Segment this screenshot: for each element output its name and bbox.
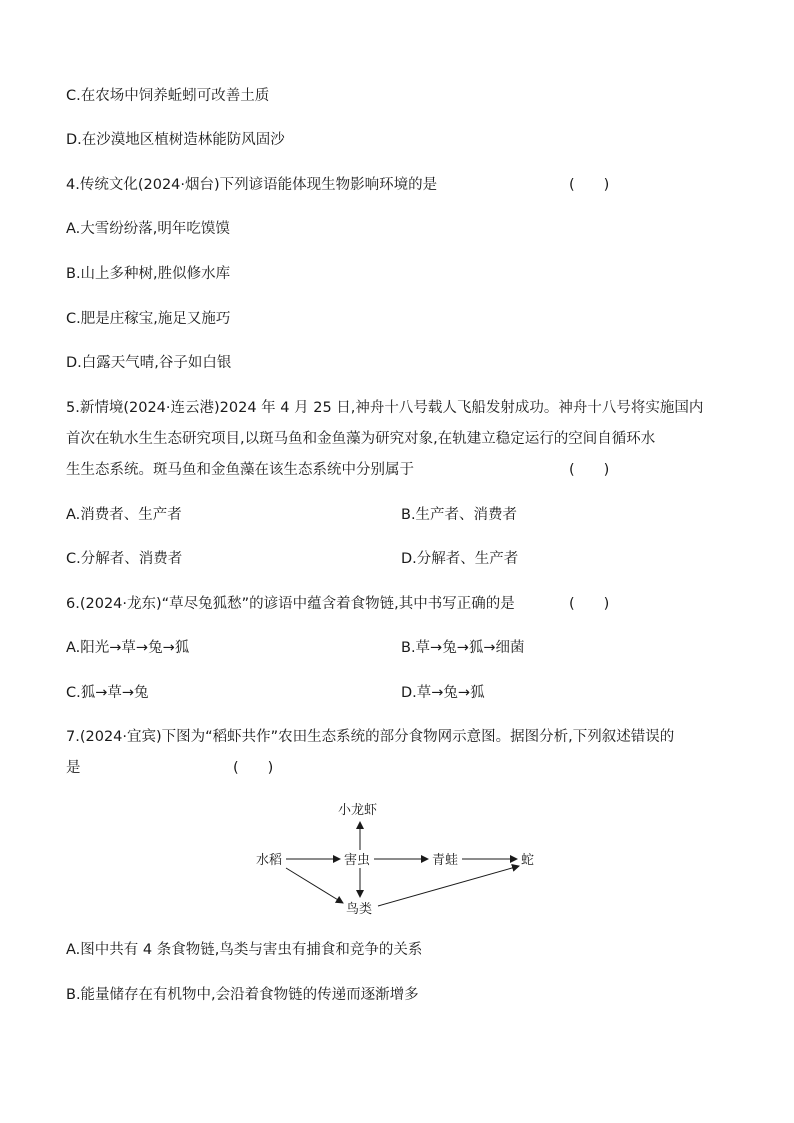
q4-answer-paren: ( ) xyxy=(569,177,610,193)
q7-option-a: A.图中共有 4 条食物链,鸟类与害虫有捕食和竞争的关系 xyxy=(66,942,423,958)
food-web-diagram xyxy=(0,790,794,930)
node-crayfish: 小龙虾 xyxy=(338,803,378,818)
arrow-bird-to-snake xyxy=(378,866,519,906)
q7-stem-line1: 7.(2024·宜宾)下图为“稻虾共作”农田生态系统的部分食物网示意图。据图分析,下列叙述错误的 xyxy=(66,729,675,745)
q7-stem-line2: 是 xyxy=(66,760,81,776)
node-rice: 水稻 xyxy=(256,853,283,868)
q5-option-d: D.分解者、生产者 xyxy=(401,551,519,567)
q6-option-a: A.阳光→草→兔→狐 xyxy=(66,640,190,656)
q4-stem: 4.传统文化(2024·烟台)下列谚语能体现生物影响环境的是 xyxy=(66,177,438,193)
arrow-rice-to-bird xyxy=(286,868,343,903)
q7-answer-paren: ( ) xyxy=(233,760,274,776)
line-q3-optC: C.在农场中饲养蚯蚓可改善土质 xyxy=(66,88,270,104)
q6-option-d: D.草→兔→狐 xyxy=(401,685,485,701)
node-frog: 青蛙 xyxy=(432,853,459,868)
q5-stem-line1: 5.新情境(2024·连云港)2024 年 4 月 25 日,神舟十八号载人飞船发射成功。神舟十八号将实施国内 xyxy=(66,400,704,416)
q7-option-b: B.能量储存在有机物中,会沿着食物链的传递而逐渐增多 xyxy=(66,987,419,1003)
q5-stem-line2: 首次在轨水生生态研究项目,以斑马鱼和金鱼藻为研究对象,在轨建立稳定运行的空间自循环水 xyxy=(66,431,656,447)
line-q3-optD: D.在沙漠地区植树造林能防风固沙 xyxy=(66,132,285,148)
q6-stem: 6.(2024·龙东)“草尽兔狐愁”的谚语中蕴含着食物链,其中书写正确的是 xyxy=(66,596,515,612)
q6-answer-paren: ( ) xyxy=(569,596,610,612)
node-bird: 鸟类 xyxy=(346,902,373,917)
q4-option-d: D.白露天气晴,谷子如白银 xyxy=(66,355,232,371)
q5-option-c: C.分解者、消费者 xyxy=(66,551,183,567)
q6-option-c: C.狐→草→兔 xyxy=(66,685,149,701)
q4-option-a: A.大雪纷纷落,明年吃馍馍 xyxy=(66,221,230,237)
node-pest: 害虫 xyxy=(344,853,371,868)
q5-option-b: B.生产者、消费者 xyxy=(401,507,518,523)
node-snake: 蛇 xyxy=(521,853,535,868)
q6-option-b: B.草→兔→狐→细菌 xyxy=(401,640,525,656)
q5-answer-paren: ( ) xyxy=(569,462,610,478)
q4-option-b: B.山上多种树,胜似修水库 xyxy=(66,266,231,282)
q5-stem-line3: 生生态系统。斑马鱼和金鱼藻在该生态系统中分别属于 xyxy=(66,462,414,478)
q4-option-c: C.肥是庄稼宝,施足又施巧 xyxy=(66,311,231,327)
q5-option-a: A.消费者、生产者 xyxy=(66,507,182,523)
